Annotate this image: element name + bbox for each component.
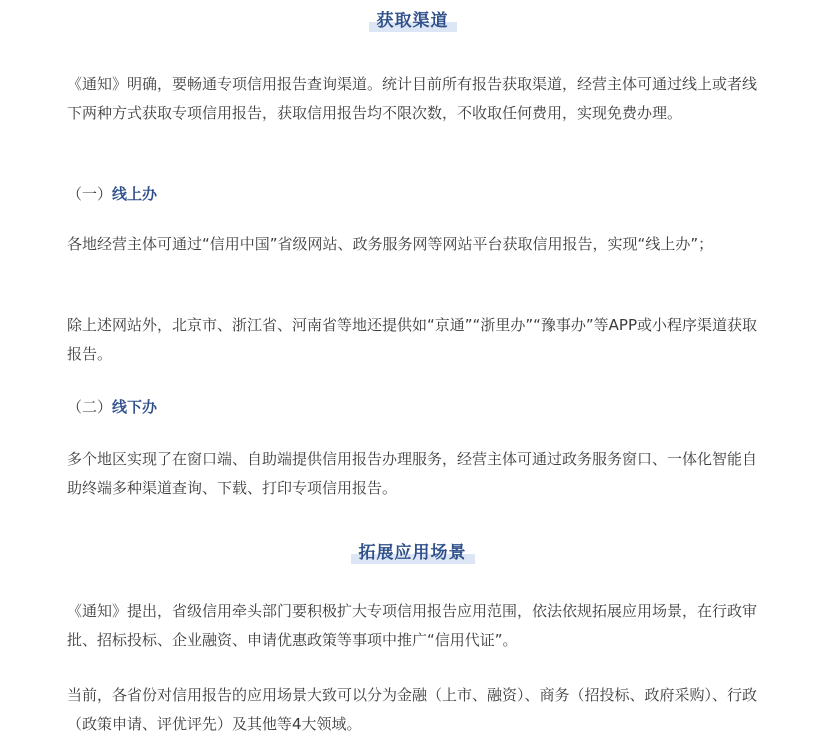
- subheading-number: （一）: [67, 185, 113, 203]
- paragraph-offline-service: 多个地区实现了在窗口端、自助端提供信用报告办理服务，经营主体可通过政务服务窗口、一体化智能自助终端多种渠道查询、下载、打印专项信用报告。: [67, 450, 758, 497]
- paragraph-channels-intro: 《通知》明确，要畅通专项信用报告查询渠道。统计目前所有报告获取渠道，经营主体可通过线上或者线下两种方式获取专项信用报告，获取信用报告均不限次数，不收取任何费用，实现免费办理。: [67, 75, 758, 122]
- subheading-offline: [67, 396, 157, 418]
- subheading-online: [67, 183, 157, 205]
- section-title: 拓展应用场景: [351, 542, 475, 564]
- paragraph-online-apps: 除上述网站外，北京市、浙江省、河南省等地还提供如“京通”“浙里办”“豫事办”等APP或小程序渠道获取报告。: [67, 316, 757, 363]
- paragraph-scenarios-notice: 《通知》提出，省级信用牵头部门要积极扩大专项信用报告应用范围，依法依规拓展应用场景，在行政审批、招标投标、企业融资、申请优惠政策等事项中推广“信用代证”。: [67, 602, 758, 649]
- section-heading-scenarios: [0, 542, 825, 564]
- section-heading-channels: [0, 10, 825, 32]
- subheading-label: 线上办: [112, 185, 158, 203]
- section-title: 获取渠道: [369, 10, 457, 32]
- paragraph-scenarios-domains: 当前，各省份对信用报告的应用场景大致可以分为金融（上市、融资）、商务（招投标、政府采购）、行政（政策申请、评优评先）及其他等4大领域。: [67, 686, 758, 733]
- subheading-number: （二）: [67, 398, 113, 416]
- paragraph-online-websites: 各地经营主体可通过“信用中国”省级网站、政务服务网等网站平台获取信用报告，实现“线上办”；: [67, 235, 714, 253]
- subheading-label: 线下办: [112, 398, 158, 416]
